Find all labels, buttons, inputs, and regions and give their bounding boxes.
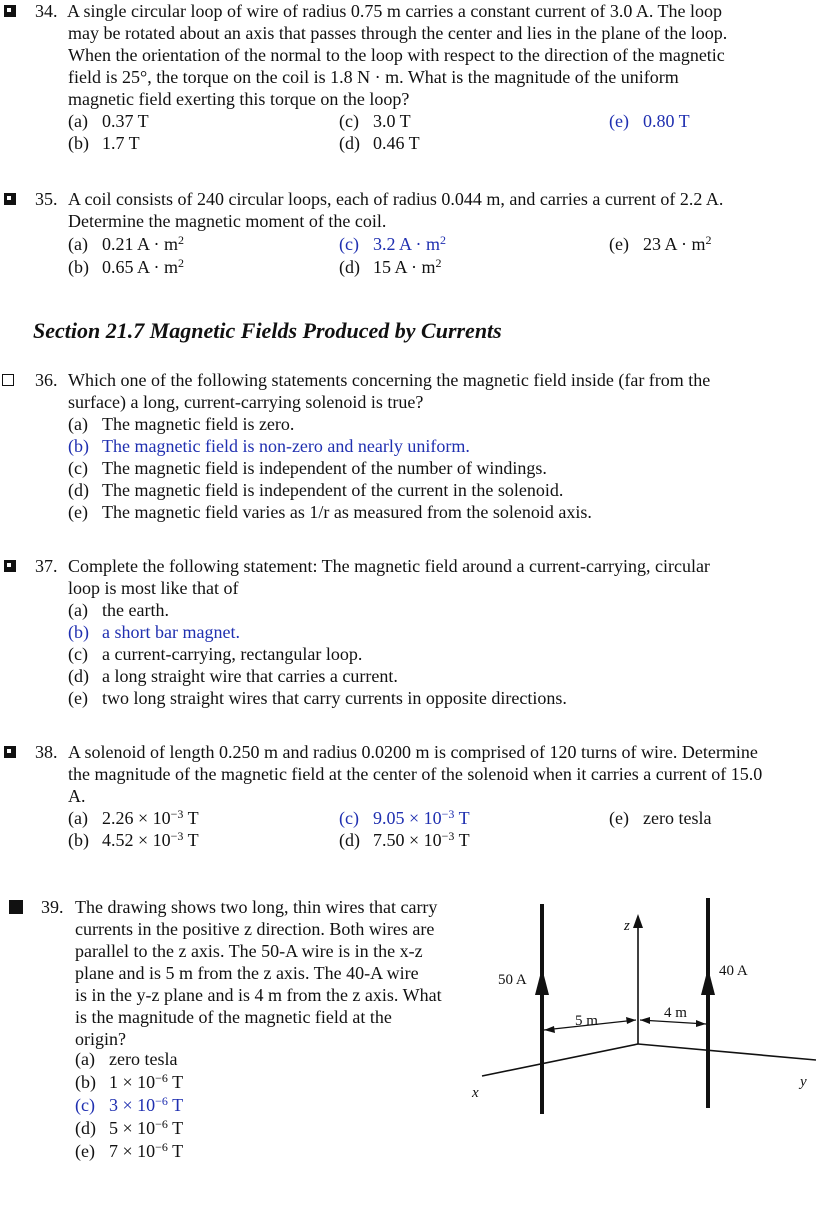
distance-5m-label: 5 m [575, 1013, 598, 1029]
distance-4m-arrowhead [696, 1020, 706, 1027]
stem-line: may be rotated about an axis that passes through the center and lies in the plane of the loop. [68, 23, 728, 43]
option-d: (d) The magnetic field is independent of the current in the solenoid. [68, 480, 564, 500]
wire-40a-arrowhead [701, 968, 715, 995]
question-number: 39. [41, 897, 64, 917]
stem-line: parallel to the z axis. The 50-A wire is in the x-z [75, 941, 423, 961]
wire-50a-arrowhead [535, 968, 549, 995]
question-number: 37. [35, 556, 58, 576]
stem-line: currents in the positive z direction. Both wires are [75, 919, 435, 939]
question-stem [68, 555, 710, 599]
stem-line: The drawing shows two long, thin wires that carry [75, 897, 438, 917]
y-axis-label: y [800, 1074, 807, 1090]
question-stem [75, 896, 442, 1050]
question-number: 34. [35, 1, 58, 21]
z-axis-label: z [624, 918, 630, 934]
stem-line: Which one of the following statements concerning the magnetic field inside (far from the [68, 370, 711, 390]
option-c: (c) a current-carrying, rectangular loop. [68, 644, 363, 664]
wire-50a-label: 50 A [498, 972, 527, 988]
stem-line: loop is most like that of [68, 578, 239, 598]
question-number: 36. [35, 370, 58, 390]
y-axis [638, 1044, 816, 1060]
option-a: (a) $2.26 \times 10^{-3}$ T [68, 807, 199, 828]
option-d: (d) 0.46 T [339, 133, 420, 153]
z-axis-arrowhead [633, 914, 643, 928]
option-a: (a) the earth. [68, 600, 169, 620]
option-e: (e) zero tesla [609, 808, 712, 828]
stem-line: Complete the following statement: The magnetic field around a current-carrying, circular [68, 556, 710, 576]
option-a: (a) The magnetic field is zero. [68, 414, 295, 434]
option-a: (a) 0.37 T [68, 111, 149, 131]
question-stem [68, 741, 762, 807]
option-c-correct: (c) 3.2 $A \cdot m^2$ [339, 233, 447, 254]
stem-line: field is 25°, the torque on the coil is 1.8 N · m. What is the magnitude of the uniform [68, 67, 679, 87]
option-d: (d) 15 $A \cdot m^2$ [339, 256, 442, 277]
option-d: (d) $5 \times 10^{-6}$ T [75, 1117, 184, 1138]
stem-line: is in the y-z plane and is 4 m from the z axis. What [75, 985, 442, 1005]
x-axis [482, 1044, 638, 1076]
x-axis-label: x [472, 1085, 479, 1101]
checkbox-filled-icon[interactable] [4, 746, 16, 758]
question-stem [68, 0, 727, 110]
stem-line: A. [68, 786, 86, 806]
option-c: (c) 3.0 T [339, 111, 411, 131]
distance-5m-arrowhead [626, 1017, 636, 1024]
option-d: (d) a long straight wire that carries a current. [68, 666, 398, 686]
question-number: 38. [35, 742, 58, 762]
option-a: (a) 0.21 $A \cdot m^2$ [68, 233, 185, 254]
stem-line: is the magnitude of the magnetic field at the [75, 1007, 392, 1027]
checkbox-filled-icon[interactable] [4, 560, 16, 572]
option-e: (e) The magnetic field varies as 1/r as measured from the solenoid axis. [68, 502, 592, 522]
stem-line: surface) a long, current-carrying solenoid is true? [68, 392, 424, 412]
option-b: (b) 0.65 $A \cdot m^2$ [68, 256, 185, 277]
stem-line: magnetic field exerting this torque on the loop? [68, 89, 410, 109]
option-b-correct: (b) a short bar magnet. [68, 622, 240, 642]
question-stem [68, 369, 710, 413]
option-e: (e) two long straight wires that carry currents in opposite directions. [68, 688, 567, 708]
checkbox-filled-icon[interactable] [4, 193, 16, 205]
option-e-correct: (e) 0.80 T [609, 111, 690, 131]
checkbox-solid-icon[interactable] [9, 900, 23, 914]
stem-line: A solenoid of length 0.250 m and radius 0.0200 m is comprised of 120 turns of wire. Determine [68, 742, 758, 762]
option-e: (e) 23 $A \cdot m^2$ [609, 233, 712, 254]
option-c-correct: (c) $3 \times 10^{-6}$ T [75, 1094, 184, 1115]
option-b: (b) 1.7 T [68, 133, 140, 153]
option-a: (a) zero tesla [75, 1049, 178, 1069]
distance-4m-arrowhead [640, 1017, 650, 1024]
option-b: (b) $1 \times 10^{-6}$ T [75, 1071, 184, 1092]
stem-line: A single circular loop of wire of radius 0.75 m carries a constant current of 3.0 A. The loop [67, 1, 722, 21]
wire-diagram [462, 892, 816, 1122]
checkbox-filled-icon[interactable] [4, 5, 16, 17]
distance-4m-label: 4 m [664, 1005, 687, 1021]
checkbox-empty-icon[interactable] [2, 374, 14, 386]
question-number: 35. [35, 189, 58, 209]
stem-line: When the orientation of the normal to the loop with respect to the direction of the magnetic [68, 45, 725, 65]
option-c-correct: (c) $9.05 \times 10^{-3}$ T [339, 807, 470, 828]
option-b: (b) $4.52 \times 10^{-3}$ T [68, 829, 199, 850]
stem-line: the magnitude of the magnetic field at the center of the solenoid when it carries a current of 15.0 [68, 764, 763, 784]
option-b-correct: (b) The magnetic field is non-zero and nearly uniform. [68, 436, 470, 456]
option-e: (e) $7 \times 10^{-6}$ T [75, 1140, 184, 1161]
stem-line: Determine the magnetic moment of the coil. [68, 211, 387, 231]
section-heading: Section 21.7 Magnetic Fields Produced by Currents [33, 318, 502, 343]
distance-5m-arrowhead [544, 1026, 555, 1033]
question-stem [68, 188, 723, 232]
option-c: (c) The magnetic field is independent of the number of windings. [68, 458, 547, 478]
wire-40a-label: 40 A [719, 963, 748, 979]
stem-line: plane and is 5 m from the z axis. The 40-A wire [75, 963, 419, 983]
stem-line: A coil consists of 240 circular loops, each of radius 0.044 m, and carries a current of 2.2 A. [68, 189, 724, 209]
stem-line: origin? [75, 1029, 126, 1049]
option-d: (d) $7.50 \times 10^{-3}$ T [339, 829, 470, 850]
